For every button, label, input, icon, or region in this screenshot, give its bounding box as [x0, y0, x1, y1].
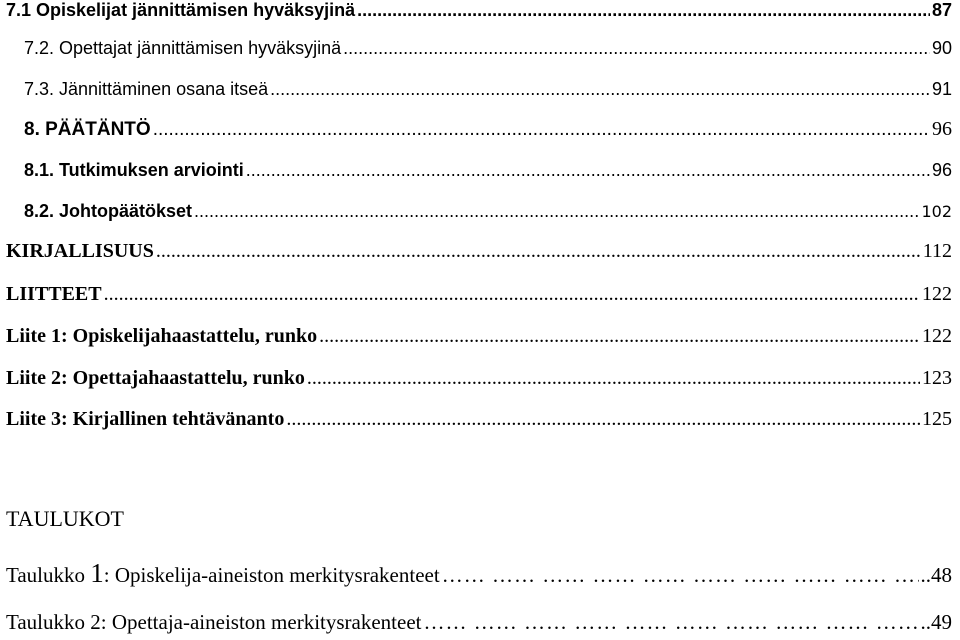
toc-entry-page: 96	[932, 118, 952, 140]
toc-entry-page: 125	[922, 408, 952, 430]
toc-entry-title: Liite 3: Kirjallinen tehtävänanto	[6, 408, 285, 430]
toc-entry[interactable]	[6, 408, 952, 431]
table-entry-text: : Opiskelija-aineiston merkitysrakenteet	[103, 563, 440, 587]
table-entry-page: ..49	[920, 610, 952, 634]
dot-leader	[307, 367, 920, 390]
table-entry-prefix: Taulukko	[6, 563, 91, 587]
dot-leader	[270, 79, 930, 100]
toc-entry[interactable]	[24, 118, 952, 141]
toc-entry-title: 8.2. Johtopäätökset	[24, 201, 193, 221]
ellipsis-leader	[424, 610, 919, 635]
dot-leader	[104, 283, 920, 306]
table-entry[interactable]	[6, 610, 952, 635]
dot-leader	[194, 201, 919, 222]
toc-entry-page: 96	[931, 160, 952, 180]
toc-entry[interactable]	[24, 160, 952, 181]
table-entry-title	[6, 558, 442, 589]
toc-entry-page: 122	[922, 325, 952, 347]
table-entry-text: : Opettaja-aineiston merkitysrakenteet	[100, 610, 422, 634]
dot-leader	[343, 38, 930, 59]
toc-entry-title: Liite 1: Opiskelijahaastattelu, runko	[6, 325, 318, 347]
toc-entry[interactable]	[6, 0, 952, 21]
table-entry[interactable]	[6, 558, 952, 589]
table-entry-title	[6, 610, 424, 635]
toc-entry-page: 112	[922, 240, 952, 262]
toc-entry-title: 7.1 Opiskelijat jännittämisen hyväksyjinä	[6, 0, 356, 20]
table-entry-number: 2	[90, 610, 101, 634]
toc-entry[interactable]	[24, 38, 952, 59]
toc-entry-page: 90	[931, 38, 952, 58]
toc-entry-page: 91	[931, 79, 952, 99]
ellipsis-leader	[442, 563, 919, 588]
dot-leader	[286, 408, 920, 431]
toc-entry[interactable]	[24, 201, 952, 222]
toc-entry[interactable]	[6, 240, 952, 263]
table-entry-page: ..48	[920, 563, 952, 587]
toc-entry-title: KIRJALLISUUS	[6, 240, 154, 262]
toc-entry[interactable]	[6, 367, 952, 390]
tables-heading: TAULUKOT	[6, 506, 124, 531]
toc-entry-title: Liite 2: Opettajahaastattelu, runko	[6, 367, 305, 389]
toc-entry-title: 8.1. Tutkimuksen arviointi	[24, 160, 244, 180]
toc-entry[interactable]	[6, 283, 952, 306]
toc-entry-page: 87	[931, 0, 952, 20]
toc-entry-page: 123	[922, 367, 952, 389]
dot-leader	[357, 0, 930, 21]
toc-entry-title: 7.2. Opettajat jännittämisen hyväksyjinä	[24, 38, 342, 58]
dot-leader	[153, 119, 930, 141]
toc-entry-page: 102	[921, 202, 952, 221]
dot-leader	[319, 325, 920, 348]
toc-entry-title: 7.3. Jännittäminen osana itseä	[24, 79, 269, 99]
toc-entry-title: LIITTEET	[6, 283, 102, 305]
toc-entry[interactable]	[24, 79, 952, 100]
toc-entry-page: 122	[922, 283, 952, 305]
toc-entry-title: 8. PÄÄTÄNTÖ	[24, 119, 151, 140]
dot-leader	[246, 160, 930, 181]
toc-entry[interactable]	[6, 325, 952, 348]
dot-leader	[156, 240, 921, 263]
table-entry-prefix: Taulukko	[6, 610, 91, 634]
table-entry-number: 1	[90, 558, 104, 588]
